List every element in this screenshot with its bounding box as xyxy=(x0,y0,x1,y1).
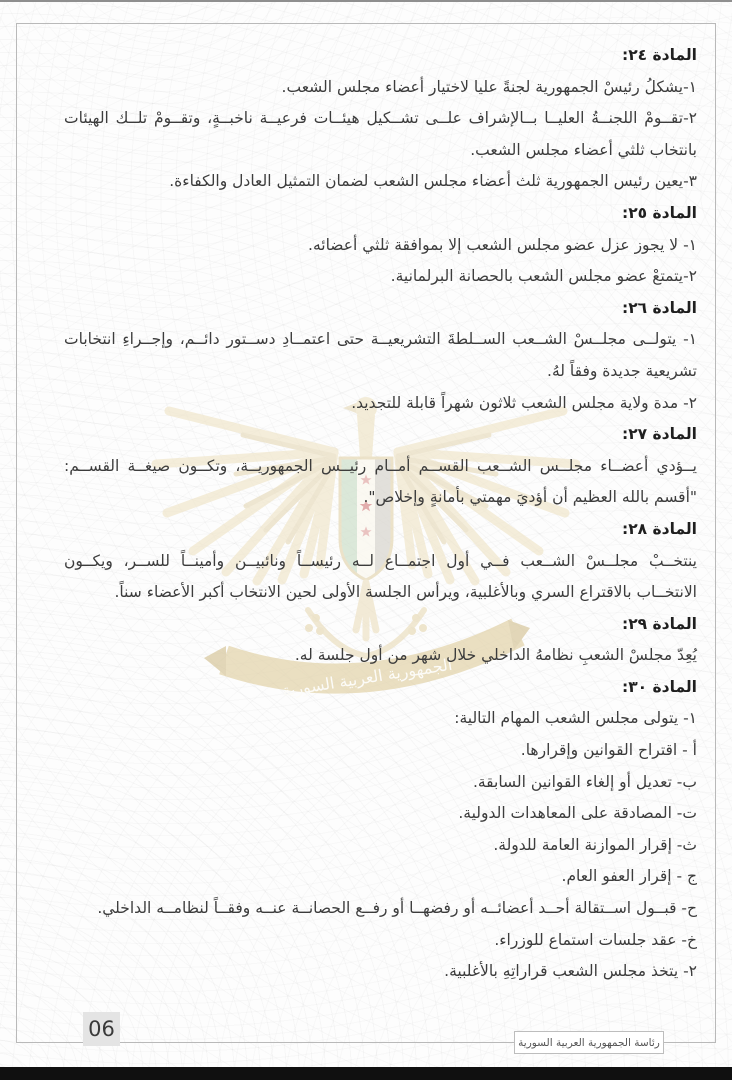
document-paragraph: ١- يتولى مجلس الشعب المهام التالية: xyxy=(454,709,697,728)
document-paragraph: ث- إقرار الموازنة العامة للدولة. xyxy=(493,835,697,854)
document-paragraph: أ - اقتراح القوانين وإقرارها. xyxy=(520,741,697,760)
article-heading: المادة ٢٦: xyxy=(622,298,697,317)
bottom-edge-bar xyxy=(0,1067,732,1080)
document-paragraph: ٢- يتخذ مجلس الشعب قراراتِهِ بالأغلبية. xyxy=(444,962,697,981)
document-paragraph: ٢-يتمتعْ عضو مجلس الشعب بالحصانة البرلمانية. xyxy=(390,267,697,286)
document-paragraph: يــؤدي أعضــاء مجلــس الشــعب القســم أمــام رئيــس الجمهوريــة، وتكــون صيغــة القســم: "أقسم بالله العظيم أن أؤديَ مهمتي بأمانةٍ وإخلاص". xyxy=(64,456,697,507)
document-body xyxy=(64,40,697,988)
article-heading: المادة ٣٠: xyxy=(622,677,697,696)
document-paragraph: يُعِدّ مجلسْ الشعبِ نظامهُ الداخلي خلال شهر من أول جلسة له. xyxy=(294,646,697,665)
document-paragraph: ح- قبــول اســتقالة أحــد أعضائــه أو رفضهــا أو رفــع الحصانــة عنــه وفقــاً لنظامــه الداخلي. xyxy=(97,899,697,918)
document-paragraph: ب- تعديل أو إلغاء القوانين السابقة. xyxy=(472,772,697,791)
document-paragraph: ١- لا يجوز عزل عضو مجلس الشعب إلا بموافقة ثلثي أعضائه. xyxy=(308,235,697,254)
article-heading: المادة ٢٧: xyxy=(622,425,697,444)
document-paragraph: ت- المصادقة على المعاهدات الدولية. xyxy=(458,804,697,823)
document-paragraph: خ- عقد جلسات استماع للوزراء. xyxy=(494,930,697,949)
document-paragraph: ١- يتولــى مجلــسْ الشــعب الســلطةَ التشريعيــة حتى اعتمــادِ دســتور دائــم، وإجــراءِ انتخابات تشريعية جديدة وفقاً لهُ. xyxy=(64,330,697,380)
document-paragraph: ٢- مدة ولاية مجلس الشعب ثلاثون شهراً قابلة للتجديد. xyxy=(351,393,697,412)
article-heading: المادة ٢٩: xyxy=(622,614,697,633)
footer-label: رئاسة الجمهورية العربية السورية xyxy=(518,1036,660,1049)
page-number: 06 xyxy=(83,1012,120,1046)
document-paragraph: ٣-يعين رئيس الجمهورية ثلث أعضاء مجلس الشعب لضمان التمثيل العادل والكفاءة. xyxy=(169,172,697,191)
watermark-banner-text: الجمهورية العربية السورية xyxy=(280,654,454,701)
article-heading: المادة ٢٨: xyxy=(622,519,697,538)
document-paragraph: ينتخــبْ مجلــسْ الشــعب فــي أول اجتمــاع لــه رئيســاً ونائبيــن وأمينــاً للســر، ويكــون الانتخــاب بالاقتراع السري وبالأغلبية، ويرأس الجلسة الأولى لحين الانتخاب أكبر الأعضاء سناً. xyxy=(64,551,697,602)
document-paragraph: ١-يشكلُ رئيسْ الجمهورية لجنةً عليا لاختيار أعضاء مجلس الشعب. xyxy=(281,77,697,96)
article-heading: المادة ٢٤: xyxy=(622,46,697,64)
article-heading: المادة ٢٥: xyxy=(622,203,697,222)
footer-label-box xyxy=(514,1031,664,1054)
document-paragraph: ٢-تقــومْ اللجنــةُ العليــا بــالإشراف علــى تشــكيل هيئــات فرعيــة ناخبــةٍ، وتقــومْ تلــك الهيئات بانتخاب ثلثي أعضاء مجلس الشعب. xyxy=(64,109,697,159)
document-paragraph: ج - إقرار العفو العام. xyxy=(561,867,697,886)
top-edge-bar xyxy=(0,0,732,2)
